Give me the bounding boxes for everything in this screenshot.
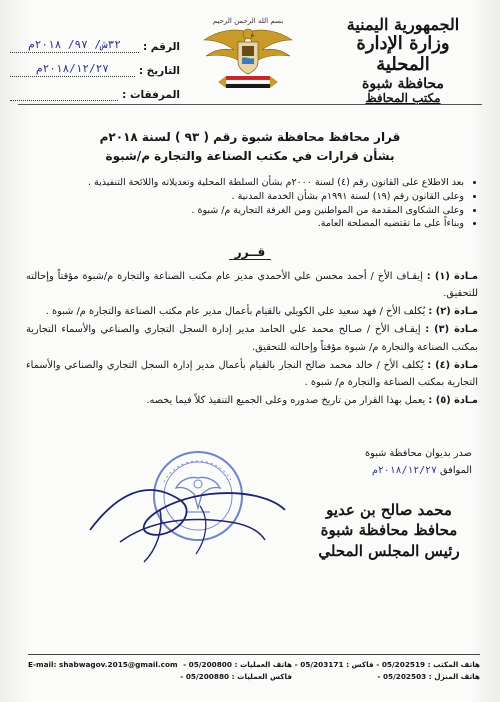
article-3 [26,321,478,355]
issued-date-value: ٢٠١٨/١٢/٢٧م [371,464,437,476]
country-name: الجمهورية اليمنية [346,15,460,34]
issued-date-label: الموافق [439,464,472,476]
articles-list [26,268,478,410]
issued-at: صدر بديوان محافظة شبوة [365,448,472,459]
article-4 [26,357,478,391]
decree-title-line2: بشأن قرارات في مكتب الصناعة والتجارة م/شبوة [105,149,395,164]
signer-name: محمد صالح بن عديو [326,501,452,519]
article-5 [26,392,478,409]
emblem-basmala: بسم الله الرحمن الرحيم [212,17,284,25]
preamble-item: • وعلى القانون رقم (١٩) لسنة ١٩٩١م بشأن الخدمة المدنية . [70,190,464,204]
article-2 [26,303,478,320]
operations-phone: هاتف العمليات : 05/200800 - [183,660,293,669]
reference-block [10,38,180,110]
article-label: مـادة (٢) : [428,306,478,318]
preamble-item: • وبناءاً على ما تقتضيه المصلحة العامة. [70,217,464,231]
attachments-value [10,86,118,101]
signature-icon [60,470,300,570]
footer-email: E-mail: shabwagov.2015@gmail.com [28,660,178,669]
office-phone: هاتف المكتب : 05/202519 - [376,660,480,669]
header-organization [328,16,478,106]
governorate-name: محافظة شبوة [362,75,444,92]
decree-title [70,128,430,166]
preamble-item: • بعد الاطلاع على القانون رقم (٤) لسنة ٢٠٠٠م بشأن السلطة المحلية وتعديلاته واللائحة التنفيذية . [70,176,464,190]
yemen-eagle-emblem-icon [196,14,300,94]
reference-number-field [10,38,180,53]
home-phone: هاتف المنزل : 05/202503 - [377,671,480,681]
date-field [10,62,180,77]
footer-fax [295,659,374,682]
letterhead-footer [28,654,480,682]
decides-heading [0,245,500,259]
operations-fax: فاكس العمليات : 05/200880 - [180,671,293,681]
article-text: إيقـاف الأخ / أحمد محسن علي الأحمدي مدير عام مكتب الصناعة والتجارة م/شبوة مؤقتاً وإحالته للتحقيق. [26,271,478,300]
article-label: مـادة (٣) : [425,324,478,336]
footer-phones [376,659,480,682]
preamble-item: • وعلى الشكاوى المقدمة من المواطنين ومن الغرفة التجارية م/ شبوة . [70,204,464,218]
article-1 [26,268,478,302]
date-value: ٢٠١٨/١٢/٢٧م [10,62,135,77]
decree-title-line1: قرار محافظ محافظة شبوة رقم ( ٩٣ ) لسنة ٢٠١٨م [99,130,401,144]
preamble-list [70,176,478,231]
issued-date-line [282,463,472,480]
reference-number-value: ٣٢ش/ ٩٧/ ٢٠١٨م [10,38,139,53]
article-text: يعمل بهذا القرار من تاريخ صدوره وعلى الجميع التنفيذ كلاً فيما يخصه. [146,394,426,406]
article-text: يُكلف الأخ / فهد سعيد علي الكويلي بالقيام بأعمال مدير عام مكتب الصناعة والتجارة م/ شبوة . [45,306,426,318]
attachments-field [10,86,180,101]
article-label: مـادة (٤) : [427,359,479,371]
issuance-block [282,446,472,479]
header-divider [18,104,482,105]
article-text: يُكلف الأخ / خالد محمد صالح النجار بالقيام بأعمال مدير إدارة السجل التجاري والصناعي والأسماء التجارية بمكتب الصناعة والتجارة م/ شبوة . [26,359,478,388]
office-name: مكتب المحافظ [365,90,441,105]
decides-label: قــرر [229,245,271,260]
signer-title: محافظ محافظة شبوة [320,521,458,540]
ministry-name: وزارة الإدارة المحلية [356,33,450,76]
footer-operations [180,659,292,682]
date-label: التاريخ : [138,65,180,77]
fax-number: فاكس : 05/203171 - [294,660,374,669]
article-text: إيقـاف الأخ / صـالح محمد علي الحامد مدير إدارة السجل التجاري والصناعي والأسماء التجارية بمكتب الصناعة والتجارة م/ شبوة مؤقتاً وإحالته للتحقيق. [26,324,478,353]
article-label: مـادة (٥) : [428,394,478,406]
signer-block [314,500,464,561]
signer-role: رئيس المجلس المحلي [318,541,460,560]
attachments-label: المرفقات : [122,89,180,101]
article-label: مـادة (١) : [426,271,478,282]
reference-number-label: الرقم : [142,41,180,53]
